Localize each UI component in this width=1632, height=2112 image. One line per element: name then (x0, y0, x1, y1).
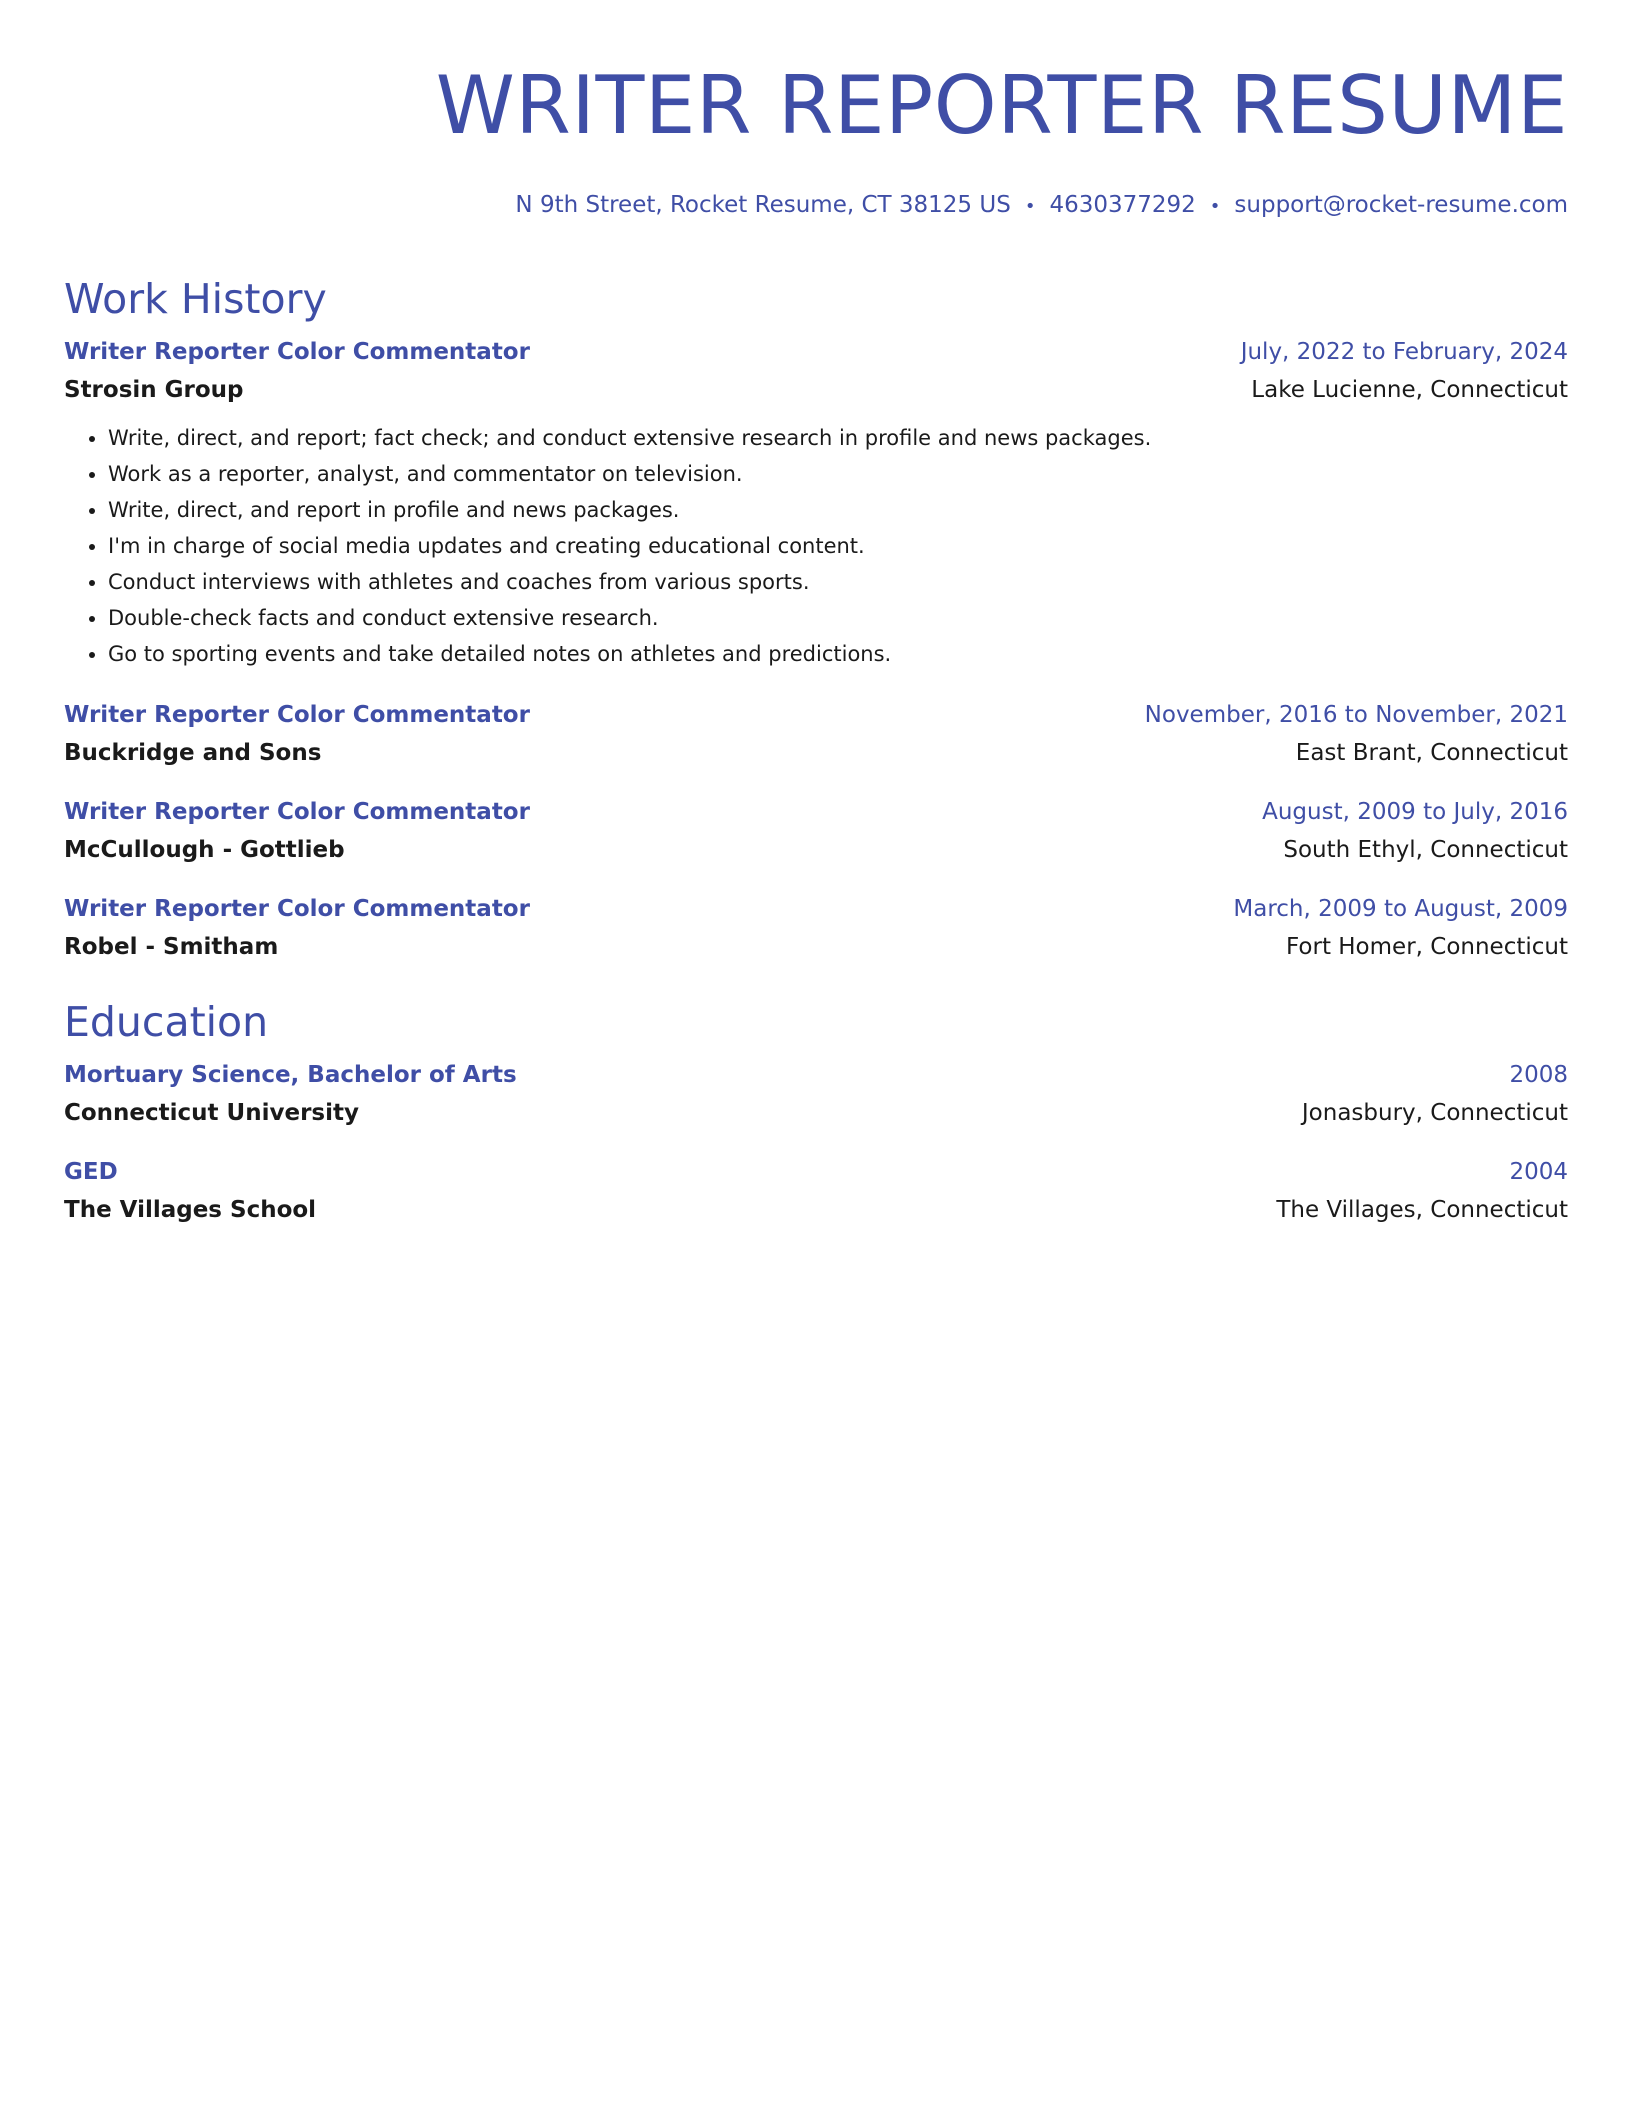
job-role: Writer Reporter Color Commentator (64, 896, 530, 922)
job-location: Lake Lucienne, Connecticut (1251, 377, 1568, 403)
education-school: The Villages School (64, 1197, 317, 1223)
contact-address: N 9th Street, Rocket Resume, CT 38125 US (515, 192, 1011, 218)
job-role: Writer Reporter Color Commentator (64, 339, 530, 365)
work-history-heading: Work History (64, 275, 327, 323)
education-entry (64, 1059, 1568, 1129)
job-bullet: • Write, direct, and report; fact check; and conduct extensive research in profile and news packages. (108, 420, 1568, 456)
job-dates: March, 2009 to August, 2009 (1233, 896, 1568, 922)
resume-title: WRITER REPORTER RESUME (435, 59, 1568, 152)
job-company: Strosin Group (64, 377, 244, 403)
education-location: Jonasbury, Connecticut (1301, 1100, 1568, 1126)
education-degree: GED (64, 1159, 118, 1185)
job-role: Writer Reporter Color Commentator (64, 799, 530, 825)
job-dates: July, 2022 to February, 2024 (1240, 339, 1568, 365)
job-bullet: • Go to sporting events and take detailed notes on athletes and predictions. (108, 636, 1568, 672)
education-year: 2008 (1509, 1062, 1568, 1088)
education-heading: Education (64, 998, 269, 1046)
job-entry (64, 336, 1568, 672)
contact-separator: • (1209, 196, 1221, 217)
job-dates: November, 2016 to November, 2021 (1144, 702, 1568, 728)
contact-separator: • (1024, 196, 1036, 217)
contact-email: support@rocket-resume.com (1234, 192, 1568, 218)
education-year: 2004 (1509, 1159, 1568, 1185)
job-company: Robel - Smitham (64, 934, 279, 960)
job-company: McCullough - Gottlieb (64, 837, 345, 863)
job-location: South Ethyl, Connecticut (1283, 837, 1568, 863)
job-entry (64, 796, 1568, 866)
resume-header (64, 0, 1568, 222)
job-entry (64, 699, 1568, 769)
job-role: Writer Reporter Color Commentator (64, 702, 530, 728)
job-location: Fort Homer, Connecticut (1286, 934, 1568, 960)
job-dates: August, 2009 to July, 2016 (1262, 799, 1568, 825)
contact-line (64, 190, 1568, 222)
contact-phone: 4630377292 (1049, 192, 1196, 218)
job-location: East Brant, Connecticut (1295, 740, 1568, 766)
job-bullet: • Double-check facts and conduct extensive research. (108, 600, 1568, 636)
job-bullet: • Work as a reporter, analyst, and commentator on television. (108, 456, 1568, 492)
education-entry (64, 1156, 1568, 1226)
work-history-list (64, 336, 1568, 963)
education-degree: Mortuary Science, Bachelor of Arts (64, 1062, 517, 1088)
job-entry (64, 893, 1568, 963)
education-location: The Villages, Connecticut (1276, 1197, 1568, 1223)
job-company: Buckridge and Sons (64, 740, 322, 766)
education-list (64, 1059, 1568, 1226)
education-school: Connecticut University (64, 1100, 359, 1126)
job-bullet: • Conduct interviews with athletes and coaches from various sports. (108, 564, 1568, 600)
job-bullet: • I'm in charge of social media updates and creating educational content. (108, 528, 1568, 564)
job-bullet-list (64, 420, 1568, 672)
job-bullet: • Write, direct, and report in profile and news packages. (108, 492, 1568, 528)
